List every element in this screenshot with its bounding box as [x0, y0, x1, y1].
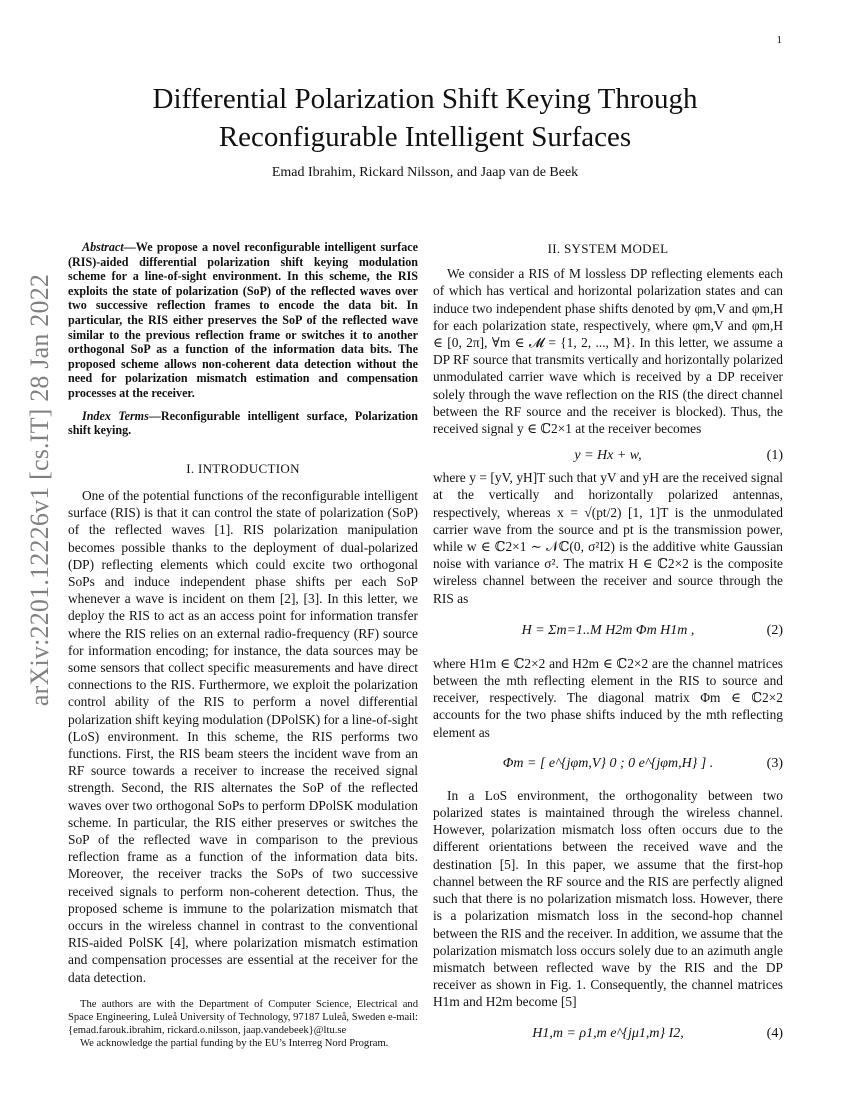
system-model-paragraph-1: We consider a RIS of M lossless DP reflecting elements each of which has vertical and horizontal polarization states and can induce two independent phase shifts denoted by φm,V and φm,H for each polarization state, respectively, where φm,V and φm,H ∈ [0, 2π], ∀m ∈ 𝓜 = {1, 2, ..., M}. In this letter, we assume a DP RF source that transmits vertically and horizontally polarized unmodulated carrier wave which is received by a DP receiver solely through the wave reflection on the RIS (the direct channel between the RF source and the receiver is blocked). Thus, the received signal y ∈ ℂ2×1 at the receiver becomes	[433, 266, 783, 437]
abstract-text: —We propose a novel reconfigurable intelligent surface (RIS)-aided differential polarization shift keying modulation scheme for a line-of-sight environment. In this scheme, the RIS exploits the state of polarization (SoP) of the reflected waves over two successive reflection frames to encode the data bit. In particular, the RIS either preserves the SoP of the reflected wave similar to the previous reflection frame or switches it to another orthogonal SoP as a function of the information data bits. The proposed scheme allows non-coherent data detection without the need for polarization mismatch estimation and compensation processes at the receiver.	[68, 240, 418, 400]
page-number: 1	[776, 34, 782, 46]
index-terms-text: —Reconfigurable intelligent surface, Polarization shift keying.	[68, 408, 418, 438]
equation-3-body: Φm = [ e^{jφm,V} 0 ; 0 e^{jφm,H} ] .	[502, 755, 714, 771]
paper-title: Differential Polarization Shift Keying Through Reconfigurable Intelligent Surfaces	[152, 83, 698, 153]
footnotes	[68, 998, 418, 1050]
footnote-funding: We acknowledge the partial funding by the EU’s Interreg Nord Program.	[80, 1037, 389, 1049]
paper-authors: Emad Ibrahim, Rickard Nilsson, and Jaap van de Beek	[271, 165, 579, 180]
footnote-affiliation: The authors are with the Department of Computer Science, Electrical and Space Engineering, Luleå University of Technology, 97187 Luleå, Sweden e-mail:{emad.farouk.ibrahim, rickard.o.nilsson, jaap.vandebeek}@ltu.se	[68, 998, 418, 1036]
index-terms-label: Index Terms	[82, 408, 149, 423]
equation-2	[433, 607, 783, 655]
equation-4-number: (4)	[766, 1025, 783, 1041]
equation-1	[433, 443, 783, 469]
left-column	[68, 240, 418, 1050]
equation-1-body: y = Hx + w,	[574, 448, 642, 464]
equation-3	[433, 741, 783, 787]
abstract	[68, 240, 418, 401]
equation-3-number: (3)	[766, 755, 783, 771]
abstract-label: Abstract	[82, 240, 124, 254]
section-heading-introduction: I. INTRODUCTION	[186, 460, 300, 476]
equation-1-number: (1)	[766, 448, 783, 464]
arxiv-side-label	[20, 273, 60, 707]
equation-4	[433, 1021, 783, 1047]
right-column	[433, 240, 783, 1047]
system-model-paragraph-4: In a LoS environment, the orthogonality between two polarized states is maintained through the wireless channel. However, polarization mismatch loss often occurs due to the different orientations between the received wave and the destination [5]. In this paper, we assume that the first-hop channel between the RF source and the RIS are perfectly aligned such that there is no polarization mismatch loss. However, there is a polarization mismatch loss in the second-hop channel between the RIS and the receiver. In addition, we assume that the polarization mismatch loss occurs solely due to an azimuth angle mismatch between reflected wave by the RIS and the DP receiver as shown in Fig. 1. Consequently, the channel matrices H1m and H2m become [5]	[433, 787, 783, 1010]
section-heading-system-model: II. SYSTEM MODEL	[547, 241, 669, 256]
index-terms	[68, 409, 418, 438]
equation-4-body: H1,m = ρ1,m e^{jμ1,m} I2,	[532, 1025, 684, 1041]
system-model-paragraph-3: where H1m ∈ ℂ2×2 and H2m ∈ ℂ2×2 are the channel matrices between the mth reflecting element in the RIS to source and receiver, respectively. The diagonal matrix Φm ∈ ℂ2×2 accounts for the two phase shifts induced by the mth reflecting element as	[433, 655, 783, 740]
intro-paragraph: One of the potential functions of the reconfigurable intelligent surface (RIS) is that it can control the state of polarization (SoP) of the reflected waves [1]. RIS polarization manipulation becomes possible thanks to the deployment of dual-polarized (DP) reflecting elements which could excite two orthogonal SoPs and induce independent phase shifts per each SoP whenever a wave is incident on them [2], [3]. In this letter, we deploy the RIS to act as an access point for information transfer where the RIS relies on an external radio-frequency (RF) source for information encoding; for instance, the data sources may be some sensors that collect specific measurements and have direct connections to the RIS. Furthermore, we exploit the polarization control ability of the RIS to perform a novel differential polarization shift keying modulation (DPolSK) for a line-of-sight (LoS) environment. In this scheme, the RIS performs two functions. First, the RIS beam steers the incident wave from an RF source towards a receiver to increase the received signal strength. Second, the RIS alternates the SoP of the reflected waves over two orthogonal SoPs to perform DPolSK modulation scheme. In particular, the RIS either preserves or switches the SoP of the reflected wave in comparison to the previous reflection frame as a function of the information data bits. Moreover, the receiver tracks the SoPs of two successive received signals to perform non-coherent detection. Thus, the proposed scheme is immune to the polarization mismatch that occurs in the wireless channel in contrast to the conventional RIS-aided PolSK [4], where polarization mismatch estimation and compensation processes are essential at the receiver for the data detection.	[68, 487, 418, 985]
equation-2-number: (2)	[766, 622, 783, 638]
equation-2-body: H = Σm=1..M H2m Φm H1m ,	[521, 622, 695, 638]
system-model-paragraph-2: where y = [yV, yH]T such that yV and yH are the received signal at the vertically and horizontally polarized antennas, respectively, whereas x = √(pt/2) [1, 1]T is the unmodulated carrier wave from the source and pt is the transmission power, while w ∈ ℂ2×1 ∼ 𝒩ℂ(0, σ²I2) is the additive white Gaussian noise with variance σ². The matrix H ∈ ℂ2×2 is the composite wireless channel between the receiver and source through the RIS as	[433, 470, 783, 606]
arxiv-identifier: arXiv:2201.12226v1 [cs.IT] 28 Jan 2022	[25, 273, 54, 707]
